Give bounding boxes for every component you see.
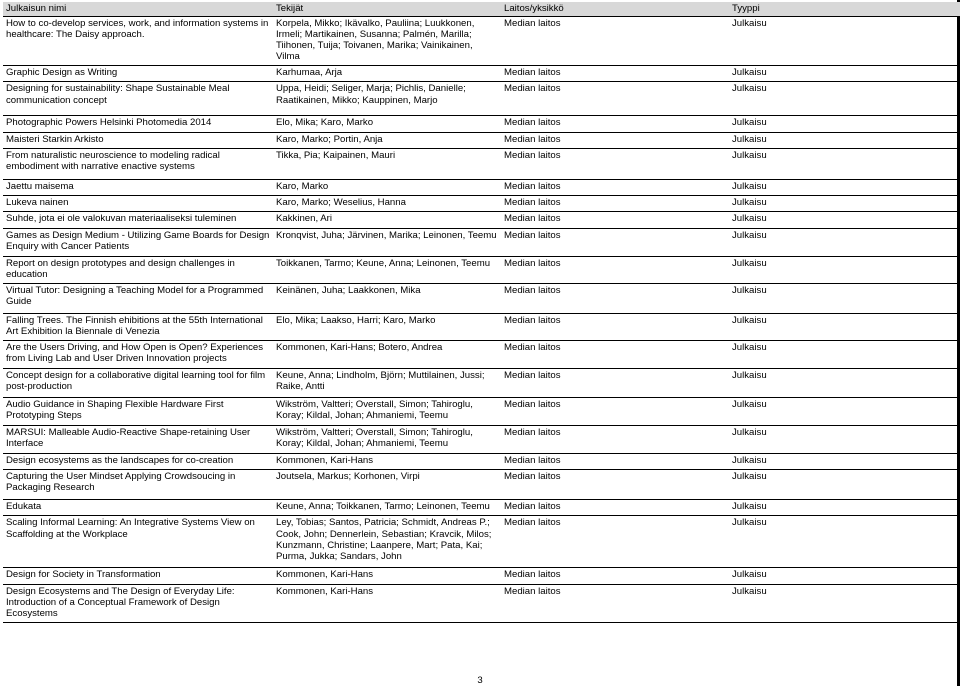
unit-cell: Median laitos — [501, 116, 729, 132]
authors-cell: Uppa, Heidi; Seliger, Marja; Pichlis, Danielle; Raatikainen, Mikko; Kauppinen, Marjo — [273, 82, 501, 116]
unit-cell: Median laitos — [501, 470, 729, 500]
publication-title-cell: Maisteri Starkin Arkisto — [3, 132, 273, 148]
authors-cell: Kakkinen, Ari — [273, 211, 501, 228]
authors-cell: Tikka, Pia; Kaipainen, Mauri — [273, 148, 501, 179]
type-cell: Julkaisu — [729, 132, 960, 148]
authors-cell: Elo, Mika; Karo, Marko — [273, 116, 501, 132]
type-cell: Julkaisu — [729, 568, 960, 584]
type-cell: Julkaisu — [729, 228, 960, 256]
publication-title-cell: Report on design prototypes and design challenges in education — [3, 256, 273, 283]
unit-cell: Median laitos — [501, 516, 729, 568]
type-cell: Julkaisu — [729, 211, 960, 228]
table-row — [3, 516, 960, 568]
publication-title-cell: Games as Design Medium - Utilizing Game Boards for Design Enquiry with Cancer Patients — [3, 228, 273, 256]
column-header-authors: Tekijät — [273, 2, 501, 17]
unit-cell: Median laitos — [501, 211, 729, 228]
publication-title-cell: Concept design for a collaborative digital learning tool for film post-production — [3, 369, 273, 398]
table-row — [3, 211, 960, 228]
type-cell: Julkaisu — [729, 426, 960, 454]
unit-cell: Median laitos — [501, 426, 729, 454]
table-row — [3, 116, 960, 132]
table-row — [3, 426, 960, 454]
unit-cell: Median laitos — [501, 500, 729, 516]
table-row — [3, 256, 960, 283]
unit-cell: Median laitos — [501, 17, 729, 66]
unit-cell: Median laitos — [501, 148, 729, 179]
authors-cell: Kommonen, Kari-Hans — [273, 584, 501, 622]
unit-cell: Median laitos — [501, 568, 729, 584]
publication-title-cell: Jaettu maisema — [3, 179, 273, 195]
column-header-unit: Laitos/yksikkö — [501, 2, 729, 17]
type-cell: Julkaisu — [729, 341, 960, 369]
authors-cell: Kommonen, Kari-Hans — [273, 454, 501, 470]
column-header-title: Julkaisun nimi — [3, 2, 273, 17]
page-number: 3 — [477, 675, 483, 686]
publication-title-cell: Falling Trees. The Finnish ehibitions at the 55th International Art Exhibition la Biennale di Venezia — [3, 314, 273, 341]
unit-cell: Median laitos — [501, 132, 729, 148]
table-row — [3, 398, 960, 426]
unit-cell: Median laitos — [501, 256, 729, 283]
authors-cell: Wikström, Valtteri; Overstall, Simon; Tahiroglu, Koray; Kildal, Johan; Ahmaniemi, Teemu — [273, 426, 501, 454]
authors-cell: Toikkanen, Tarmo; Keune, Anna; Leinonen, Teemu — [273, 256, 501, 283]
table-row — [3, 369, 960, 398]
authors-cell: Kommonen, Kari-Hans; Botero, Andrea — [273, 341, 501, 369]
type-cell: Julkaisu — [729, 516, 960, 568]
authors-cell: Karhumaa, Arja — [273, 66, 501, 82]
type-cell: Julkaisu — [729, 314, 960, 341]
publication-title-cell: Design for Society in Transformation — [3, 568, 273, 584]
type-cell: Julkaisu — [729, 470, 960, 500]
type-cell: Julkaisu — [729, 584, 960, 622]
publication-title-cell: Are the Users Driving, and How Open is Open? Experiences from Living Lab and User Driven Innovation projects — [3, 341, 273, 369]
table-row — [3, 500, 960, 516]
authors-cell: Elo, Mika; Laakso, Harri; Karo, Marko — [273, 314, 501, 341]
table-row — [3, 132, 960, 148]
type-cell: Julkaisu — [729, 256, 960, 283]
type-cell: Julkaisu — [729, 116, 960, 132]
unit-cell: Median laitos — [501, 179, 729, 195]
publications-table — [3, 2, 960, 623]
table-row — [3, 584, 960, 622]
authors-cell: Keune, Anna; Lindholm, Björn; Muttilainen, Jussi; Raike, Antti — [273, 369, 501, 398]
publication-title-cell: Designing for sustainability: Shape Sustainable Meal communication concept — [3, 82, 273, 116]
authors-cell: Joutsela, Markus; Korhonen, Virpi — [273, 470, 501, 500]
type-cell: Julkaisu — [729, 195, 960, 211]
type-cell: Julkaisu — [729, 66, 960, 82]
table-row — [3, 179, 960, 195]
publication-title-cell: Scaling Informal Learning: An Integrative Systems View on Scaffolding at the Workplace — [3, 516, 273, 568]
type-cell: Julkaisu — [729, 179, 960, 195]
table-row — [3, 470, 960, 500]
table-body — [3, 17, 960, 623]
type-cell: Julkaisu — [729, 284, 960, 314]
type-cell: Julkaisu — [729, 369, 960, 398]
publication-title-cell: Photographic Powers Helsinki Photomedia 2014 — [3, 116, 273, 132]
table-row — [3, 284, 960, 314]
table-row — [3, 66, 960, 82]
type-cell: Julkaisu — [729, 82, 960, 116]
publication-title-cell: Virtual Tutor: Designing a Teaching Model for a Programmed Guide — [3, 284, 273, 314]
unit-cell: Median laitos — [501, 66, 729, 82]
publication-title-cell: How to co-develop services, work, and information systems in healthcare: The Daisy approach. — [3, 17, 273, 66]
unit-cell: Median laitos — [501, 228, 729, 256]
authors-cell: Karo, Marko; Weselius, Hanna — [273, 195, 501, 211]
unit-cell: Median laitos — [501, 454, 729, 470]
authors-cell: Korpela, Mikko; Ikävalko, Pauliina; Luukkonen, Irmeli; Martikainen, Susanna; Palmén, Marilla; Tiihonen, Tuija; Toivanen, Marika; Vainikainen, Vilma — [273, 17, 501, 66]
publication-title-cell: Design ecosystems as the landscapes for co-creation — [3, 454, 273, 470]
table-row — [3, 195, 960, 211]
unit-cell: Median laitos — [501, 584, 729, 622]
table-row — [3, 82, 960, 116]
publication-title-cell: Lukeva nainen — [3, 195, 273, 211]
unit-cell: Median laitos — [501, 341, 729, 369]
unit-cell: Median laitos — [501, 314, 729, 341]
unit-cell: Median laitos — [501, 284, 729, 314]
type-cell: Julkaisu — [729, 17, 960, 66]
table-row — [3, 228, 960, 256]
authors-cell: Ley, Tobias; Santos, Patricia; Schmidt, Andreas P.; Cook, John; Dennerlein, Sebastian; Kravcik, Milos; Kunzmann, Christine; Laanpere, Mart; Pata, Kai; Purma, Jukka; Sandars, John — [273, 516, 501, 568]
type-cell: Julkaisu — [729, 500, 960, 516]
unit-cell: Median laitos — [501, 195, 729, 211]
table-row — [3, 314, 960, 341]
type-cell: Julkaisu — [729, 398, 960, 426]
table-row — [3, 148, 960, 179]
table-row — [3, 454, 960, 470]
authors-cell: Keune, Anna; Toikkanen, Tarmo; Leinonen, Teemu — [273, 500, 501, 516]
unit-cell: Median laitos — [501, 369, 729, 398]
table-row — [3, 17, 960, 66]
type-cell: Julkaisu — [729, 454, 960, 470]
column-header-type: Tyyppi — [729, 2, 960, 17]
publication-title-cell: Edukata — [3, 500, 273, 516]
unit-cell: Median laitos — [501, 82, 729, 116]
authors-cell: Keinänen, Juha; Laakkonen, Mika — [273, 284, 501, 314]
publication-title-cell: Graphic Design as Writing — [3, 66, 273, 82]
publication-title-cell: Audio Guidance in Shaping Flexible Hardware First Prototyping Steps — [3, 398, 273, 426]
publication-title-cell: Design Ecosystems and The Design of Everyday Life: Introduction of a Conceptual Framework of Design Ecosystems — [3, 584, 273, 622]
table-header-row — [3, 2, 960, 17]
authors-cell: Karo, Marko — [273, 179, 501, 195]
authors-cell: Wikström, Valtteri; Overstall, Simon; Tahiroglu, Koray; Kildal, Johan; Ahmaniemi, Teemu — [273, 398, 501, 426]
publication-title-cell: Capturing the User Mindset Applying Crowdsoucing in Packaging Research — [3, 470, 273, 500]
unit-cell: Median laitos — [501, 398, 729, 426]
type-cell: Julkaisu — [729, 148, 960, 179]
table-row — [3, 568, 960, 584]
publication-title-cell: From naturalistic neuroscience to modeling radical embodiment with narrative enactive systems — [3, 148, 273, 179]
publication-title-cell: Suhde, jota ei ole valokuvan materiaaliseksi tuleminen — [3, 211, 273, 228]
authors-cell: Karo, Marko; Portin, Anja — [273, 132, 501, 148]
authors-cell: Kommonen, Kari-Hans — [273, 568, 501, 584]
authors-cell: Kronqvist, Juha; Järvinen, Marika; Leinonen, Teemu — [273, 228, 501, 256]
table-row — [3, 341, 960, 369]
publication-title-cell: MARSUI: Malleable Audio-Reactive Shape-retaining User Interface — [3, 426, 273, 454]
